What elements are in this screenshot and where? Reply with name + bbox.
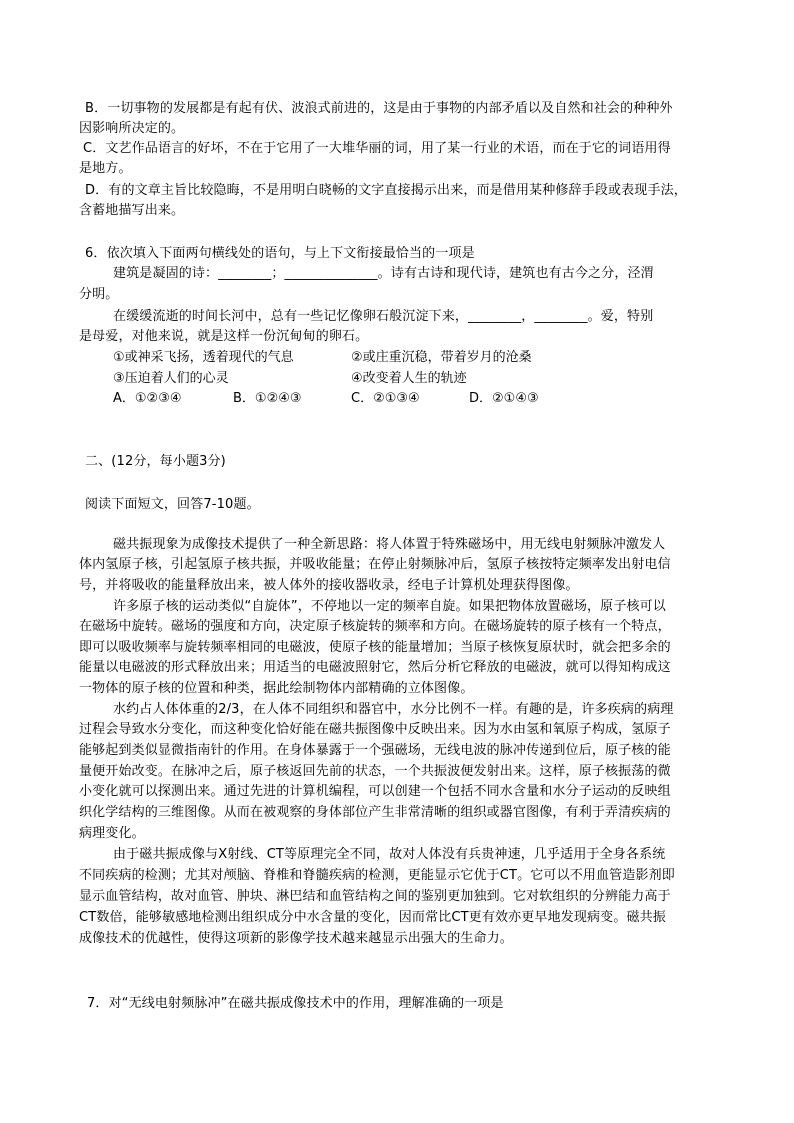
passage-line: 不同疾病的检测；尤其对颅脑、脊椎和脊髓疾病的检测，更能显示它优于CT。它可以不用血管造影剂即 — [79, 868, 675, 883]
passage-line: 量便开始改变。在脉冲之后，原子核返回先前的状态，一个共振波便发射出来。这样，原子核振荡的微 — [79, 764, 671, 779]
question-6-stem: 6．依次填入下面两句横线处的语句，与上下文衔接最恰当的一项是 — [85, 246, 475, 261]
question-6-item-1: ①或神采飞扬，透着现代的气息 — [113, 350, 294, 365]
option-c-line-1: C．文艺作品语言的好坏，不在于它用了一大堆华丽的词，用了某一行业的术语，而在于它的词语用得 — [83, 141, 671, 156]
passage-line: 能量以电磁波的形式释放出来；用适当的电磁波照射它，然后分析它释放的电磁波，就可以得知构成这 — [79, 660, 671, 675]
passage-line: 过程会导致水分变化，而这种变化恰好能在磁共振图像中反映出来。因为水由氢和氧原子构成，氢原子 — [79, 722, 671, 737]
passage-line: 成像技术的优越性，使得这项新的影像学技术越来越显示出强大的生命力。 — [79, 931, 513, 946]
question-6-choice-a: A．①②③④ — [113, 391, 182, 406]
passage-line: 在磁场中旋转。磁场的强度和方向，决定原子核旋转的频率和方向。在磁场旋转的原子核有一个特点， — [79, 619, 671, 634]
section-2-title: 二、(12分，每小题3分) — [85, 454, 226, 469]
question-6-sentence-2-line-2: 是母爱，对他来说，就是这样一份沉甸甸的卵石。 — [79, 329, 369, 344]
passage-line: 由于磁共振成像与X射线、CT等原理完全不同，故对人体没有兵贵神速，几乎适用于全身各系统 — [113, 847, 666, 862]
passage-line: CT数倍，能够敏感地检测出组织成分中水含量的变化，因而常比CT更有效亦更早地发现病变。磁共振 — [79, 910, 666, 925]
question-7-stem: 7．对“无线电射频脉冲”在磁共振成像技术中的作用，理解准确的一项是 — [87, 996, 504, 1011]
question-6-item-3: ③压迫着人们的心灵 — [113, 371, 229, 386]
question-6-sentence-1-line-2: 分明。 — [79, 287, 119, 302]
question-6-choice-c: C．②①③④ — [351, 391, 420, 406]
question-6-item-4: ④改变着人生的轨迹 — [351, 371, 467, 386]
passage-line: 水约占人体体重的2/3，在人体不同组织和器官中，水分比例不一样。有趣的是，许多疾病的病理 — [113, 702, 674, 717]
option-b-line-2: 因影响所决定的。 — [79, 121, 185, 136]
section-2-instruction: 阅读下面短文，回答7-10题。 — [85, 497, 260, 512]
option-c-line-2: 是地方。 — [79, 161, 132, 176]
option-d-line-1: D．有的文章主旨比较隐晦，不是用明白晓畅的文字直接揭示出来，而是借用某种修辞手段或表现手法， — [85, 183, 687, 198]
passage-line: 能够起到类似显微指南针的作用。在身体暴露于一个强磁场，无线电波的脉冲传递到位后，原子核的能 — [79, 743, 671, 758]
passage-line: 体内氢原子核，引起氢原子核共振，并吸收能量；在停止射频脉冲后，氢原子核按特定频率发出射电信 — [79, 557, 671, 572]
passage-line: 许多原子核的运动类似“自旋体”，不停地以一定的频率自旋。如果把物体放置磁场，原子核可以 — [113, 599, 666, 614]
passage-line: 磁共振现象为成像技术提供了一种全新思路：将人体置于特殊磁场中，用无线电射频脉冲激发人 — [113, 537, 666, 552]
passage-line: 号，并将吸收的能量释放出来，被人体外的接收器收录，经电子计算机处理获得图像。 — [79, 578, 579, 593]
question-6-choice-b: B．①②④③ — [233, 391, 302, 406]
passage-line: 一物体的原子核的位置和种类，据此绘制物体内部精确的立体图像。 — [79, 681, 474, 696]
passage-line: 织化学结构的三维图像。从而在被观察的身体部位产生非常清晰的组织或器官图像，有利于弄清疾病的 — [79, 805, 671, 820]
option-b-line-1: B．一切事物的发展都是有起有伏、波浪式前进的，这是由于事物的内部矛盾以及自然和社会的种种外 — [85, 101, 673, 116]
passage-line: 小变化就可以探测出来。通过先进的计算机编程，可以创建一个包括不同水含量和水分子运动的反映组 — [79, 784, 671, 799]
passage-line: 病理变化。 — [79, 826, 145, 841]
option-d-line-2: 含蓄地描写出来。 — [79, 203, 185, 218]
question-6-sentence-2-line-1: 在缓缓流逝的时间长河中，总有一些记忆像卵石般沉淀下来，________，________。爱，特别 — [113, 309, 654, 324]
passage-line: 即可以吸收频率与旋转频率相同的电磁波，使原子核的能量增加；当原子核恢复原状时，就会把多余的 — [79, 640, 671, 655]
question-6-item-2: ②或庄重沉稳，带着岁月的沧桑 — [351, 350, 532, 365]
question-6-sentence-1-line-1: 建筑是凝固的诗：________；______________。诗有古诗和现代诗，建筑也有古今之分，泾渭 — [113, 266, 654, 281]
passage-line: 显示血管结构，故对血管、肿块、淋巴结和血管结构之间的鉴别更加独到。它对软组织的分辨能力高于 — [79, 889, 671, 904]
question-6-choice-d: D．②①④③ — [469, 391, 539, 406]
